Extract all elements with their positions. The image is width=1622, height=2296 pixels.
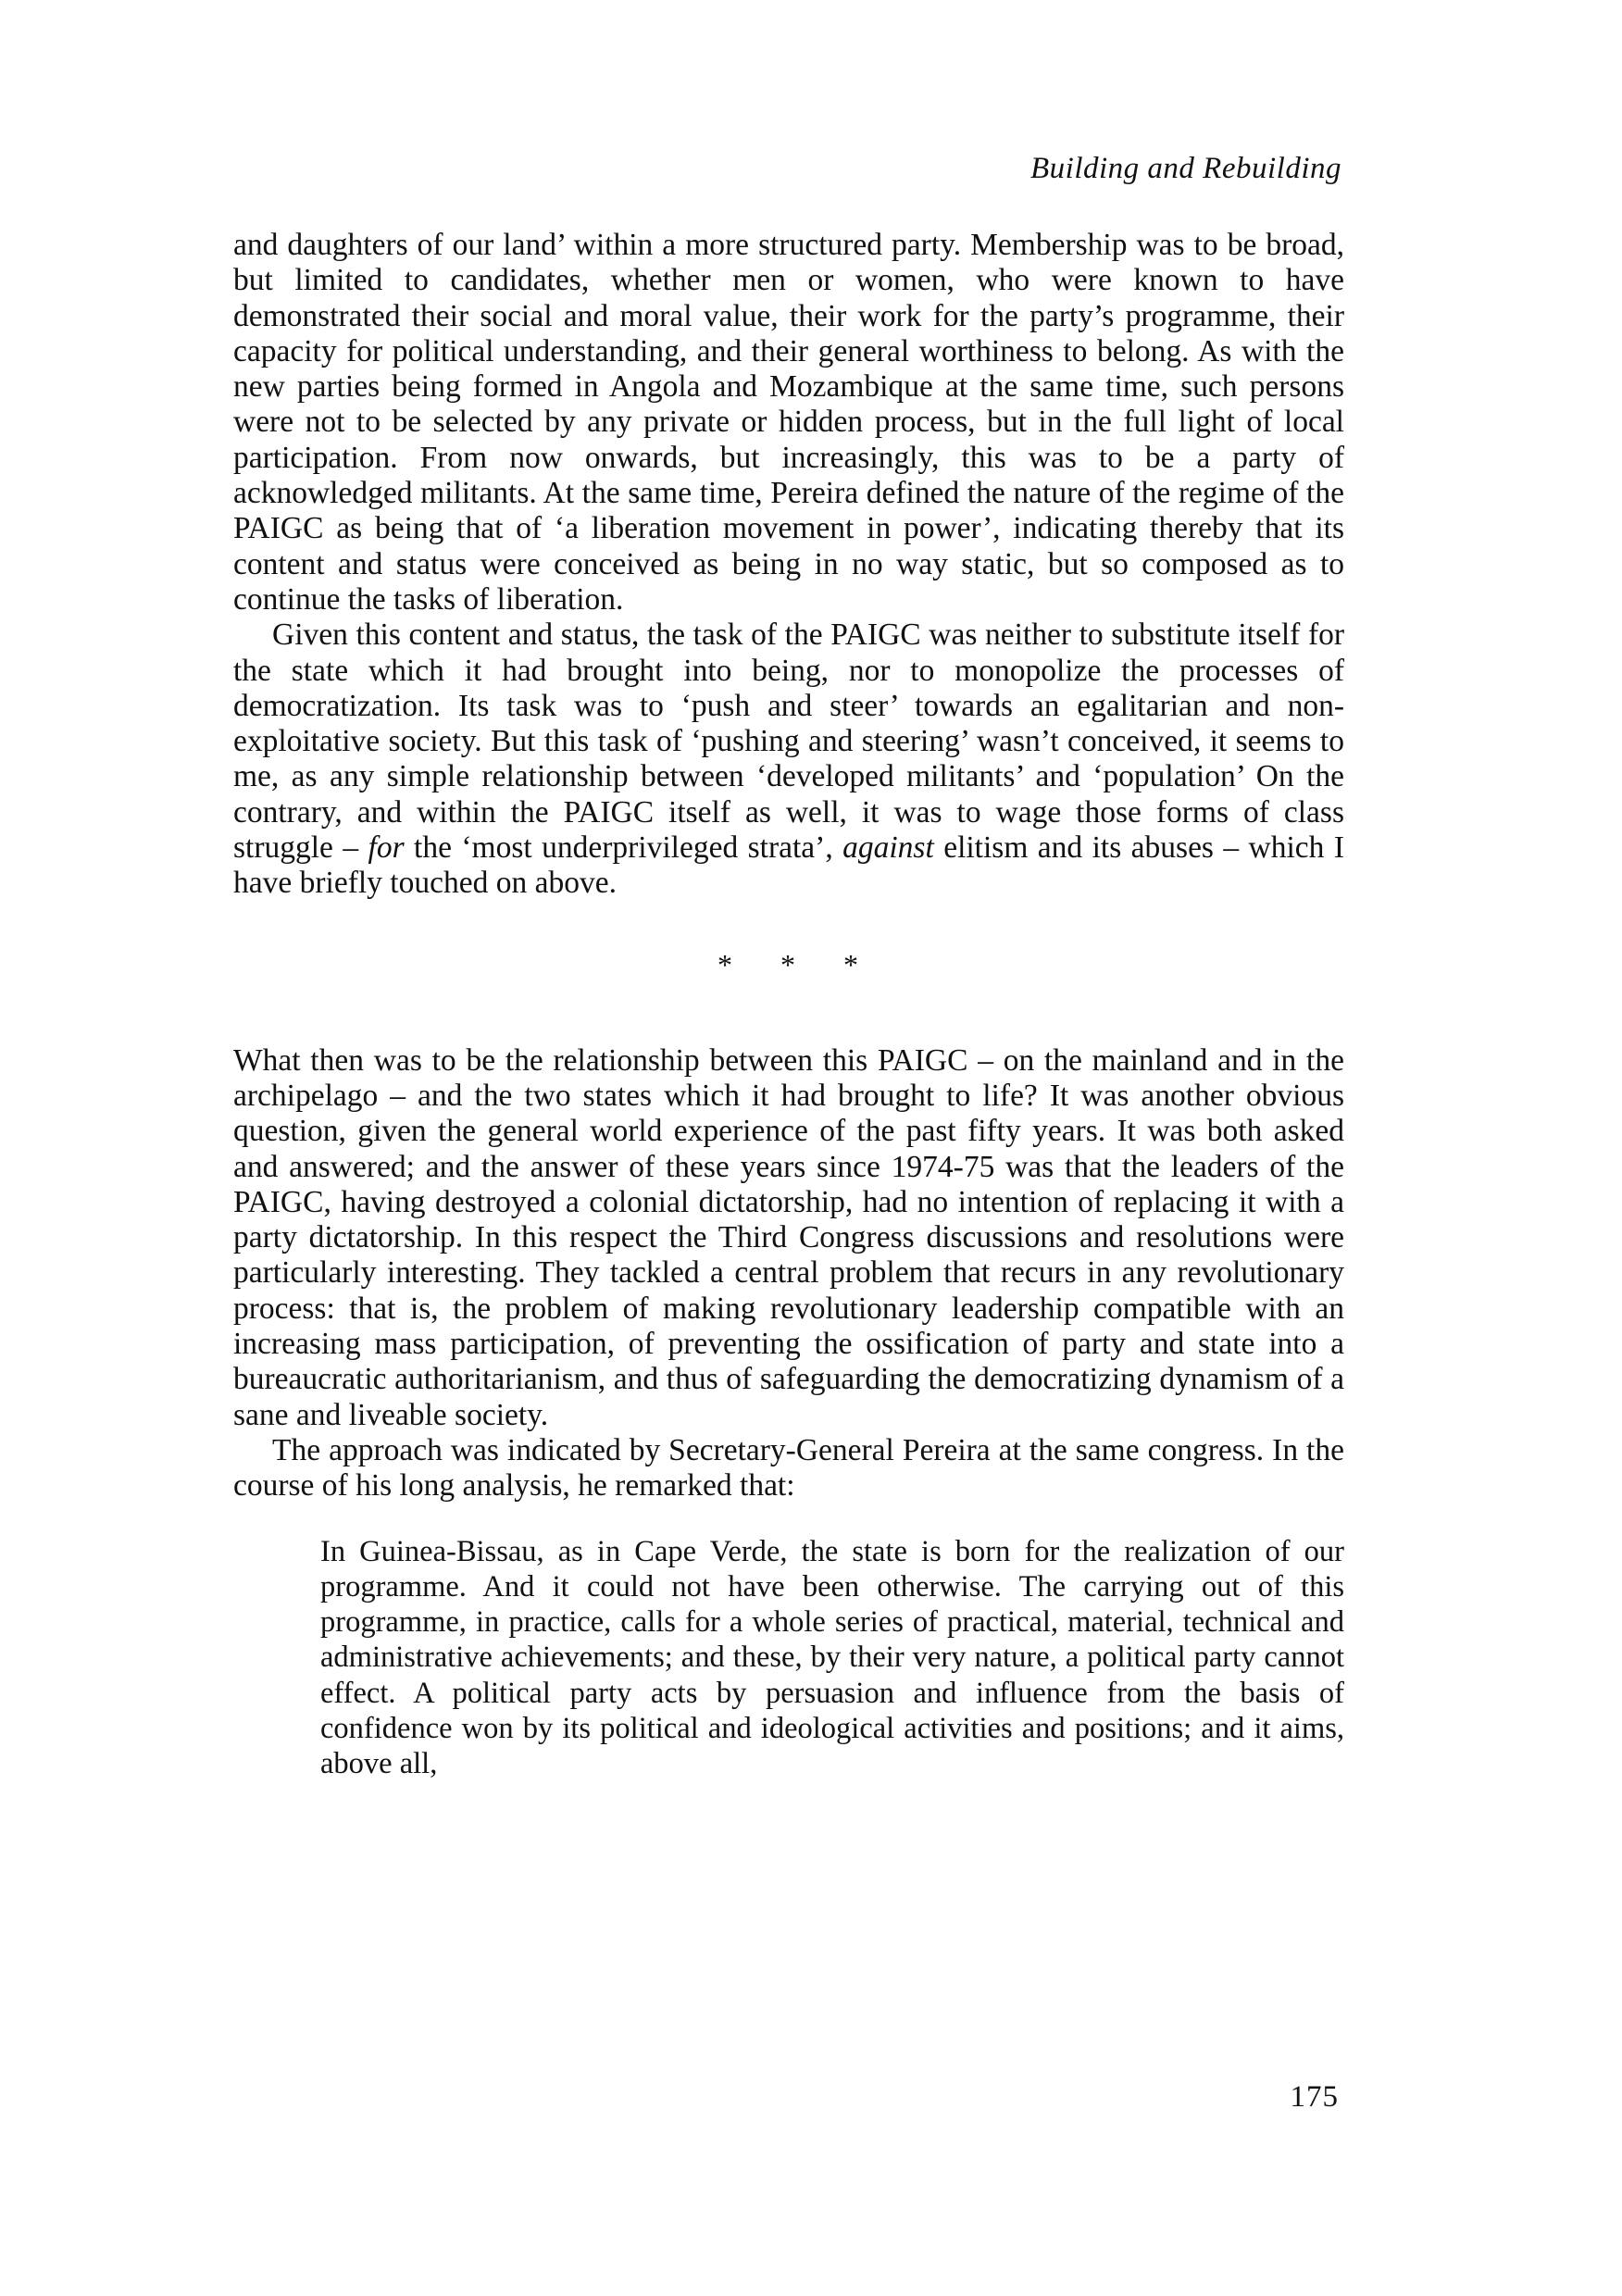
paragraph-4: The approach was indicated by Secretary-General Pereira at the same congress. In the course of his long analysis, he remarked that:: [233, 1432, 1344, 1504]
body-text: [233, 228, 1344, 1782]
paragraph-2-middle: the ‘most underprivileged strata’,: [404, 830, 833, 866]
section-break: * * *: [717, 947, 879, 981]
running-head: Building and Rebuilding: [1030, 152, 1341, 185]
emphasis-against: against: [842, 830, 934, 866]
paragraph-2-start: Given this content and status, the task of the PAIGC was neither to substitute itself for the state which it had brought into being, nor to monopolize the processes of democratization. Its task was to ‘push and steer’ towards an egalitarian and non-exploitative society. But this task of ‘pushing and steering’ wasn’t conceived, it seems to me, as any simple relationship between ‘developed militants’ and ‘population’ On the contrary, and within the PAIGC itself as well, it was to wage those forms of class struggle –: [233, 618, 1344, 866]
paragraph-1: and daughters of our land’ within a more structured party. Membership was to be broad, but limited to candidates, whether men or women, who were known to have demonstrated their social and moral value, their work for the party’s programme, their capacity for political understanding, and their general worthiness to belong. As with the new parties being formed in Angola and Mozambique at the same time, such persons were not to be selected by any private or hidden process, but in the full light of local participation. From now onwards, but increasingly, this was to be a party of acknowledged militants. At the same time, Pereira defined the nature of the regime of the PAIGC as being that of ‘a liberation movement in power’, indicating thereby that its content and status were conceived as being in no way static, but so composed as to continue the tasks of liberation.: [233, 228, 1344, 617]
block-quote-text: In Guinea-Bissau, as in Cape Verde, the state is born for the realization of our programme. And it could not have been otherwise. The carrying out of this programme, in practice, calls for a whole series of practical, material, technical and administrative achievements; and these, by their very nature, a political party cannot effect. A political party acts by persuasion and influence from the basis of confidence won by its political and ideological activities and positions; and it aims, above all,: [320, 1534, 1344, 1781]
emphasis-for: for: [368, 830, 405, 866]
paragraph-3: What then was to be the relationship between this PAIGC – on the mainland and in the archipelago – and the two states which it had brought to life? It was another obvious question, given the general world experience of the past fifty years. It was both asked and answered; and the answer of these years since 1974-75 was that the leaders of the PAIGC, having destroyed a colonial dictatorship, had no intention of replacing it with a party dictatorship. In this respect the Third Congress discussions and resolutions were particularly interesting. They tackled a central problem that recurs in any revolutionary process: that is, the problem of making revolutionary leadership compatible with an increasing mass participation, of preventing the ossification of party and state into a bureaucratic authoritarianism, and thus of safeguarding the democratizing dynamism of a sane and liveable society.: [233, 1042, 1344, 1432]
paragraph-2: [233, 618, 1344, 901]
block-quote: [320, 1534, 1344, 1782]
page-number: 175: [1290, 2080, 1339, 2114]
paragraph-2-end: elitism and its abuses – which I have briefly touched on above.: [233, 830, 1344, 901]
